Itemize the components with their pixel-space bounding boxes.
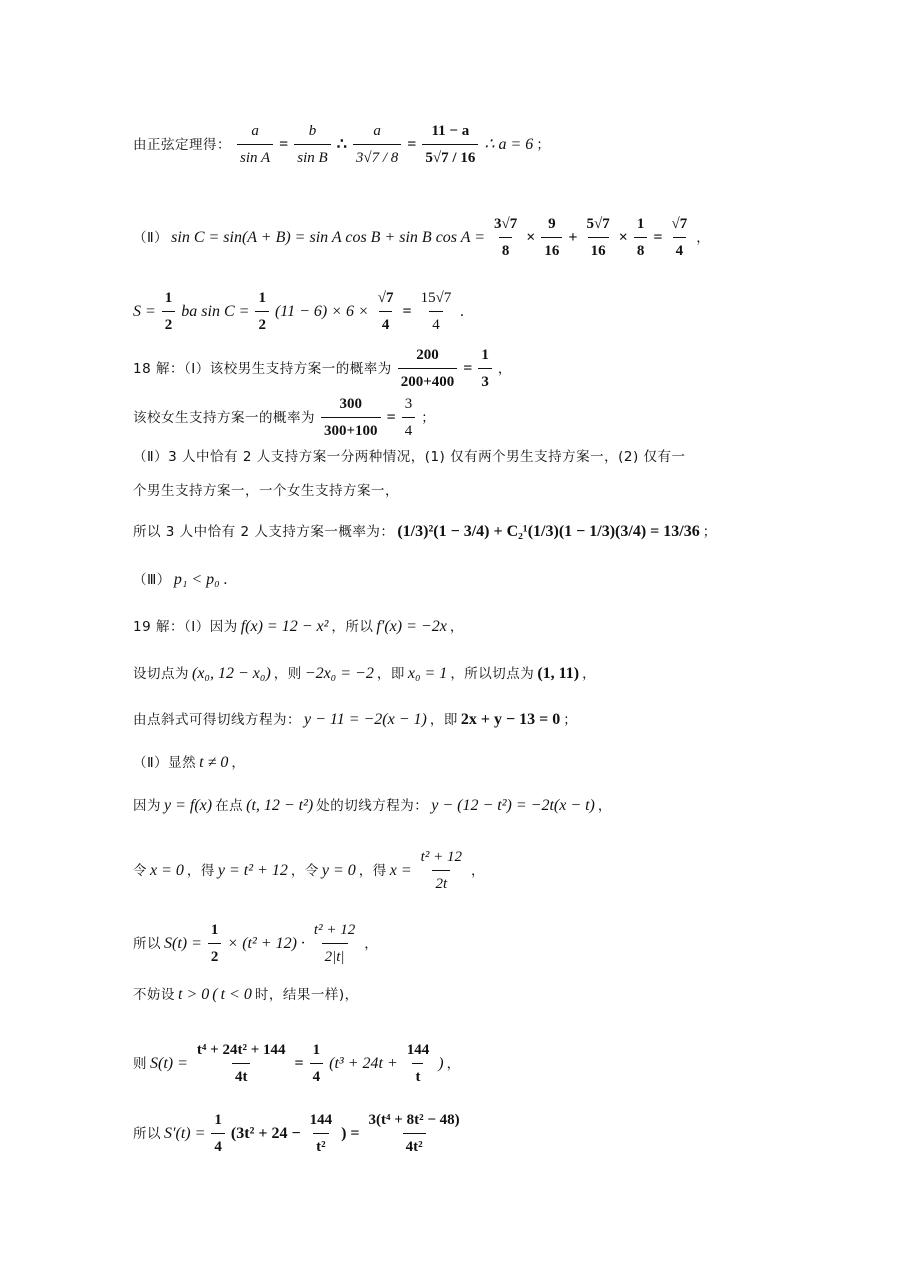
line-q18-part3: （Ⅲ） p₁ < p₀ . <box>133 571 228 588</box>
fraction: $\frac{\text{3(t⁴ + 8t² − 48)}}{\text{4t²}}$ <box>368 1112 460 1155</box>
fraction: $\frac{11 - a}{5√7 / 16}$ <box>422 121 478 168</box>
line-q19-part2: （Ⅱ）显然 t ≠ 0 ， <box>133 754 246 771</box>
fraction: $\frac{\text{t² + 12}}{2t}$ <box>420 849 462 892</box>
fraction: $\frac{1}{2}$ <box>162 288 176 335</box>
fraction: $\frac{3√7}{8}$ <box>494 216 518 259</box>
fraction: $\frac{300}{300+100}$ <box>321 394 381 441</box>
fraction: $\frac{1}{8}$ <box>634 214 648 261</box>
line-q18-girls: 该校女生支持方案一的概率为 $\frac{300}{300+100}$ = $\frac{3}{4}$ ； <box>133 396 436 439</box>
line-q18-boys: 18 解：（Ⅰ）该校男生支持方案一的概率为 $\frac{200}{200+400}$ = $\frac{1}{3}$ ， <box>133 347 512 390</box>
fraction: $\frac{√7}{4}$ <box>671 216 688 259</box>
line-q19-tangent-point: 设切点为 (x₀, 12 − x₀) ，则 −2x₀ = −2 ，即 x₀ = 1 ，所以切点为 (1, 11) ， <box>133 665 597 682</box>
fraction: $\frac{200}{200+400}$ <box>398 345 458 392</box>
line-q19-derivative: 19 解：（Ⅰ）因为 f(x) = 12 − x² ，所以 f′(x) = −2x ， <box>133 618 464 635</box>
fraction: $\frac{5√7}{16}$ <box>586 216 610 259</box>
line-q18-part2: （Ⅱ）3 人中恰有 2 人支持方案一分两种情况，(1) 仅有两个男生支持方案一，(2) 仅有一 <box>133 449 686 465</box>
line-q19-area-simplified: 则 S(t) = $\frac{\text{t⁴ + 24t² + 144}}{4t}$ = $\frac{1}{4}$ (t³ + 24t + $\frac{144}{t}$ ) ， <box>133 1042 461 1085</box>
fraction: $\frac{√7}{4}$ <box>377 290 394 333</box>
fraction: $\frac{1}{3}$ <box>478 345 492 392</box>
fraction: $\frac{1}{2}$ <box>255 288 269 335</box>
line-q19-tangent-eq: 由点斜式可得切线方程为： y − 11 = −2(x − 1) ，即 2x + y − 13 = 0 ； <box>133 711 578 728</box>
fraction: $\frac{3}{4}$ <box>402 394 416 441</box>
line-sine-rule: 由正弦定理得： $\frac{a}{\text{sin A}}$ = $\frac{b}{\text{sin B}}$ ∴ $\frac{a}{3√7 / 8}$ = $\frac{11 - a}{5√7 / 16}$ ∴ a = 6 ； <box>133 123 551 166</box>
line-sin-c: （Ⅱ） sin C = sin(A + B) = sin A cos B + sin B cos A = $\frac{3√7}{8}$ × $\frac{9}{16}$ + $\frac{5√7}{16}$ × $\frac{1}{8}$ = $\frac{√7}{4}$ ， <box>133 216 711 259</box>
fraction: $\frac{1}{4}$ <box>310 1040 324 1087</box>
fraction: $\frac{\text{t² + 12}}{2|t|}$ <box>313 922 356 965</box>
line-q18-probability: 所以 3 人中恰有 2 人支持方案一概率为： (1/3)²(1 − 3/4) + C₂¹(1/3)(1 − 1/3)(3/4) = 13/36 ； <box>133 523 717 540</box>
line-q19-intercepts: 令 x = 0 ，得 y = t² + 12 ，令 y = 0 ，得 x = $\frac{\text{t² + 12}}{2t}$ ， <box>133 849 485 892</box>
fraction: $\frac{144}{\text{t²}}$ <box>309 1112 333 1155</box>
line-q19-area-derivative: 所以 S′(t) = $\frac{1}{4}$ (3t² + 24 − $\frac{144}{\text{t²}}$ ) = $\frac{\text{3(t⁴ + 8t² − 48)}}{\text{4t²}}$ <box>133 1110 466 1157</box>
fraction: $\frac{a}{3√7 / 8}$ <box>353 121 401 168</box>
line-q19-area: 所以 S(t) = $\frac{1}{2}$ × (t² + 12) · $\frac{\text{t² + 12}}{2|t|}$ ， <box>133 922 379 965</box>
line-q19-general-tangent: 因为 y = f(x) 在点 (t, 12 − t²) 处的切线方程为： y − (12 − t²) = −2t(x − t) ， <box>133 797 612 814</box>
fraction: $\frac{15√7}{4}$ <box>420 290 452 333</box>
text: 由正弦定理得： <box>133 136 231 153</box>
fraction: $\frac{1}{4}$ <box>211 1110 225 1157</box>
line-q19-wlog: 不妨设 t > 0 ( t < 0 时，结果一样)， <box>133 986 359 1003</box>
fraction: $\frac{144}{t}$ <box>406 1042 430 1085</box>
fraction: $\frac{b}{\text{sin B}}$ <box>294 121 330 168</box>
line-area: S = $\frac{1}{2}$ ba sin C = $\frac{1}{2}$ (11 − 6) × 6 × $\frac{√7}{4}$ = $\frac{15√7}{4}$ . <box>133 290 465 333</box>
fraction: $\frac{9}{16}$ <box>541 214 562 261</box>
fraction: $\frac{a}{\text{sin A}}$ <box>237 121 273 168</box>
fraction: $\frac{1}{2}$ <box>208 920 222 967</box>
fraction: $\frac{\text{t⁴ + 24t² + 144}}{4t}$ <box>196 1042 286 1085</box>
line-q18-part2-cont: 个男生支持方案一，一个女生支持方案一， <box>133 483 399 499</box>
